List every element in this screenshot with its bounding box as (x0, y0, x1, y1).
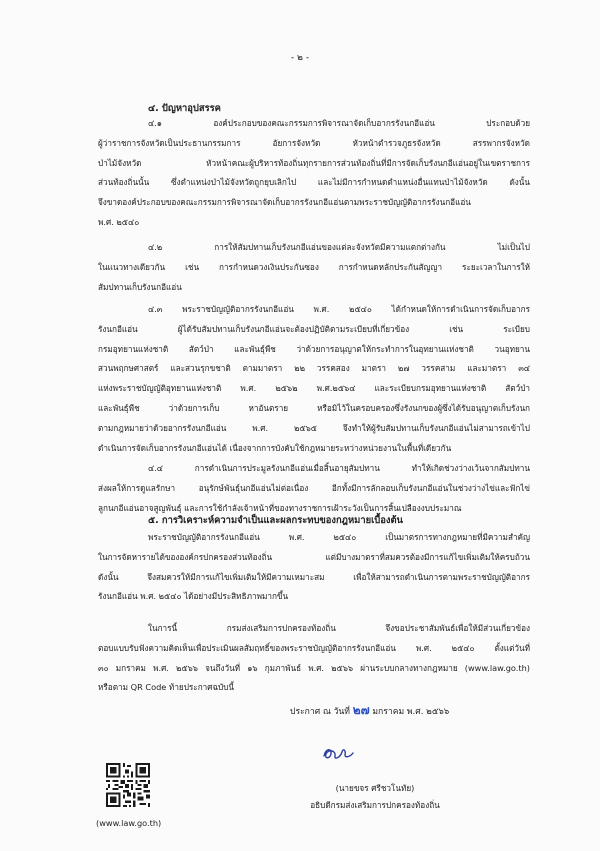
signer-title: อธิบดีกรมส่งเสริมการปกครองท้องถิ่น (310, 800, 440, 810)
section-4-heading: ๔. ปัญหาอุปสรรค (148, 103, 221, 114)
text-line: ๔.๓ พระราชบัญญัติอากรรังนกอีแอ่น พ.ศ. ๒๕๔๐ ได้กำหนดให้การดำเนินการจัดเก็บอากร (148, 304, 530, 314)
text-line: ตามกฎหมายว่าด้วยอากรรังนกอีแอ่น พ.ศ. ๒๕๖๕ จึงทำให้ผู้รับสัมปทานเก็บรังนกอีแอ่นไม่สามารถเข้าไป (98, 422, 530, 433)
signer-block (280, 782, 470, 812)
text-line: ในการนี้ กรมส่งเสริมการปกครองท้องถิ่น จึงขอประชาสัมพันธ์เพื่อให้มีส่วนเกี่ยวข้อง (148, 623, 530, 633)
text-line: รังนกอีแอ่น ผู้ได้รับสัมปทานเก็บรังนกอีแอ่นจะต้องปฏิบัติตามระเบียบที่เกี่ยวข้อง เช่น ระเบียบ (98, 323, 530, 334)
announcement-date (290, 701, 449, 720)
qr-caption-url[interactable]: (www.law.go.th) (96, 818, 162, 828)
text-line: ในแนวทางเดียวกัน เช่น การกำหนดวงเงินประกันซอง การกำหนดหลักประกันสัญญา ระยะเวลาในการให้ (98, 261, 530, 272)
text-line: ลูกนกอีแอ่นอาจสูญพันธุ์ และการใช้กำลังเจ้าหน้าที่ของทางราชการเฝ้าระวังเป็นการสิ้นเปลืองงบประมาณ (98, 502, 462, 513)
text-line: จึงขาดองค์ประกอบของคณะกรรมการพิจารณาจัดเก็บอากรรังนกอีแอ่นตามพระราชบัญญัติอากรรังนกอีแอ่น (98, 197, 471, 208)
paragraph-4-2 (98, 238, 530, 297)
date-day: ๒๗ (352, 703, 370, 717)
text-line: และพันธุ์พืช ว่าด้วยการเก็บ หาอันตราย หรือมิไว้ในครอบครองซึ่งรังนกของผู้ซึ่งได้รับอนุญาตเก็บรังนก (98, 402, 530, 413)
text-line: พระราชบัญญัติอากรรังนกอีแอ่น พ.ศ. ๒๕๔๐ เป็นมาตรการทางกฎหมายที่มีความสำคัญ (148, 532, 530, 542)
date-month-year: มกราคม พ.ศ. ๒๕๖๖ (372, 707, 450, 717)
text-line: ตอบแบบรับฟังความคิดเห็นเพื่อประเมินผลสัมฤทธิ์ของพระราชบัญญัติอากรรังนกอีแอ่น พ.ศ. ๒๕๔๐ ตั้งแต่วันที่ (98, 642, 530, 653)
text-line: ๔.๔ การดำเนินการประมูลรังนกอีแอ่นเมื่อสิ้นอายุสัมปทาน ทำให้เกิดช่วงว่างเว้นจากสัมปทาน (148, 463, 530, 473)
text-line: ส่งผลให้การดูแลรักษา อนุรักษ์พันธุ์นกอีแอ่นไม่ต่อเนื่อง อีกทั้งมีการลักลอบเก็บรังนกอีแอ่นในช่วงว่างไข่และฟักไข่ (98, 482, 530, 493)
closing-paragraph (98, 619, 530, 698)
text-line: ส่วนท้องถิ่นนั้น ซึ่งตำแหน่งป่าไม้จังหวัดถูกยุบเลิกไป และไม่มีการกำหนดตำแหน่งอื่นแทนป่าไม้จังหวัด ดังนั้น (98, 177, 530, 188)
text-line: หรือตาม QR Code ท้ายประกาศฉบับนี้ (98, 682, 235, 693)
text-line: ๓๐ มกราคม พ.ศ. ๒๕๖๖ จนถึงวันที่ ๑๖ กุมภาพันธ์ พ.ศ. ๒๕๖๖ ผ่านระบบกลางทางกฎหมาย (www.law.go.th) (98, 662, 530, 673)
text-line: ๔.๑ องค์ประกอบของคณะกรรมการพิจารณาจัดเก็บอากรรังนกอีแอ่น ประกอบด้วย (148, 118, 530, 128)
paragraph-4-3 (98, 300, 530, 458)
paragraph-4-4 (98, 459, 530, 518)
signer-name: (นายขจร ศรีชวโนทัย) (335, 783, 415, 793)
text-line: ดังนั้น จึงสมควรให้มีการแก้ไขเพิ่มเติมให้มีความเหมาะสม เพื่อให้สามารถดำเนินการตามพระราชบัญญัติอากร (98, 571, 530, 582)
text-line: ดำเนินการจัดเก็บอากรรังนกอีแอ่นได้ เนื่องจากการบังคับใช้กฎหมายระหว่างหน่วยงานในพื้นที่เดียวกัน (98, 442, 452, 453)
text-line: แห่งพระราชบัญญัติอุทยานแห่งชาติ พ.ศ. ๒๕๖๒ พ.ศ.๒๕๖๔ และระเบียบกรมอุทยานแห่งชาติ สัตว์ป่า (98, 383, 530, 394)
date-prefix: ประกาศ ณ วันที่ (290, 707, 350, 717)
text-line: ๔.๒ การให้สัมปทานเก็บรังนกอีแอ่นของแต่ละจังหวัดมีความแตกต่างกัน ไม่เป็นไป (148, 242, 530, 252)
text-line: สัมปทานเก็บรังนกอีแอ่น (98, 281, 182, 292)
text-line: พ.ศ. ๒๕๔๐ (98, 216, 140, 227)
page-number: - ๒ - (290, 53, 310, 63)
text-line: รังนกอีแอ่น พ.ศ. ๒๕๔๐ ได้อย่างมีประสิทธิภาพมากขึ้น (98, 591, 289, 602)
paragraph-4-1 (98, 114, 530, 233)
text-line: ป่าไม้จังหวัด หัวหน้าคณะผู้บริหารท้องถิ่นทุกรายการส่วนท้องถิ่นที่มีการจัดเก็บรังนกอีแอ่นอยู่ในเขตราชการ (98, 157, 530, 168)
qr-code-icon[interactable] (106, 763, 150, 807)
text-line: กรมอุทยานแห่งชาติ สัตว์ป่า และพันธุ์พืช ว่าด้วยการอนุญาตให้กระทำการในอุทยานแห่งชาติ วนอุทยาน (98, 343, 530, 354)
text-line: ผู้ว่าราชการจังหวัดเป็นประธานกรรมการ อัยการจังหวัด หัวหน้าตำรวจภูธรจังหวัด สรรพากรจังหวัด (98, 137, 530, 148)
text-line: สวนพฤกษศาสตร์ และสวนรุกขชาติ ตามมาตรา ๒๒ วรรคสอง มาตรา ๒๗ วรรคสาม และมาตรา ๓๔ (98, 363, 530, 374)
signature-icon (318, 742, 358, 764)
text-line: ในการจัดหารายได้ขององค์กรปกครองส่วนท้องถิ่น แต่มีบางมาตราที่สมควรต้องมีการแก้ไขเพิ่มเติมให้ครบถ้วน (98, 551, 530, 562)
paragraph-5 (98, 528, 530, 607)
section-5-heading: ๕. การวิเคราะห์ความจำเป็นและผลกระทบของกฎหมายเบื้องต้น (148, 515, 403, 526)
